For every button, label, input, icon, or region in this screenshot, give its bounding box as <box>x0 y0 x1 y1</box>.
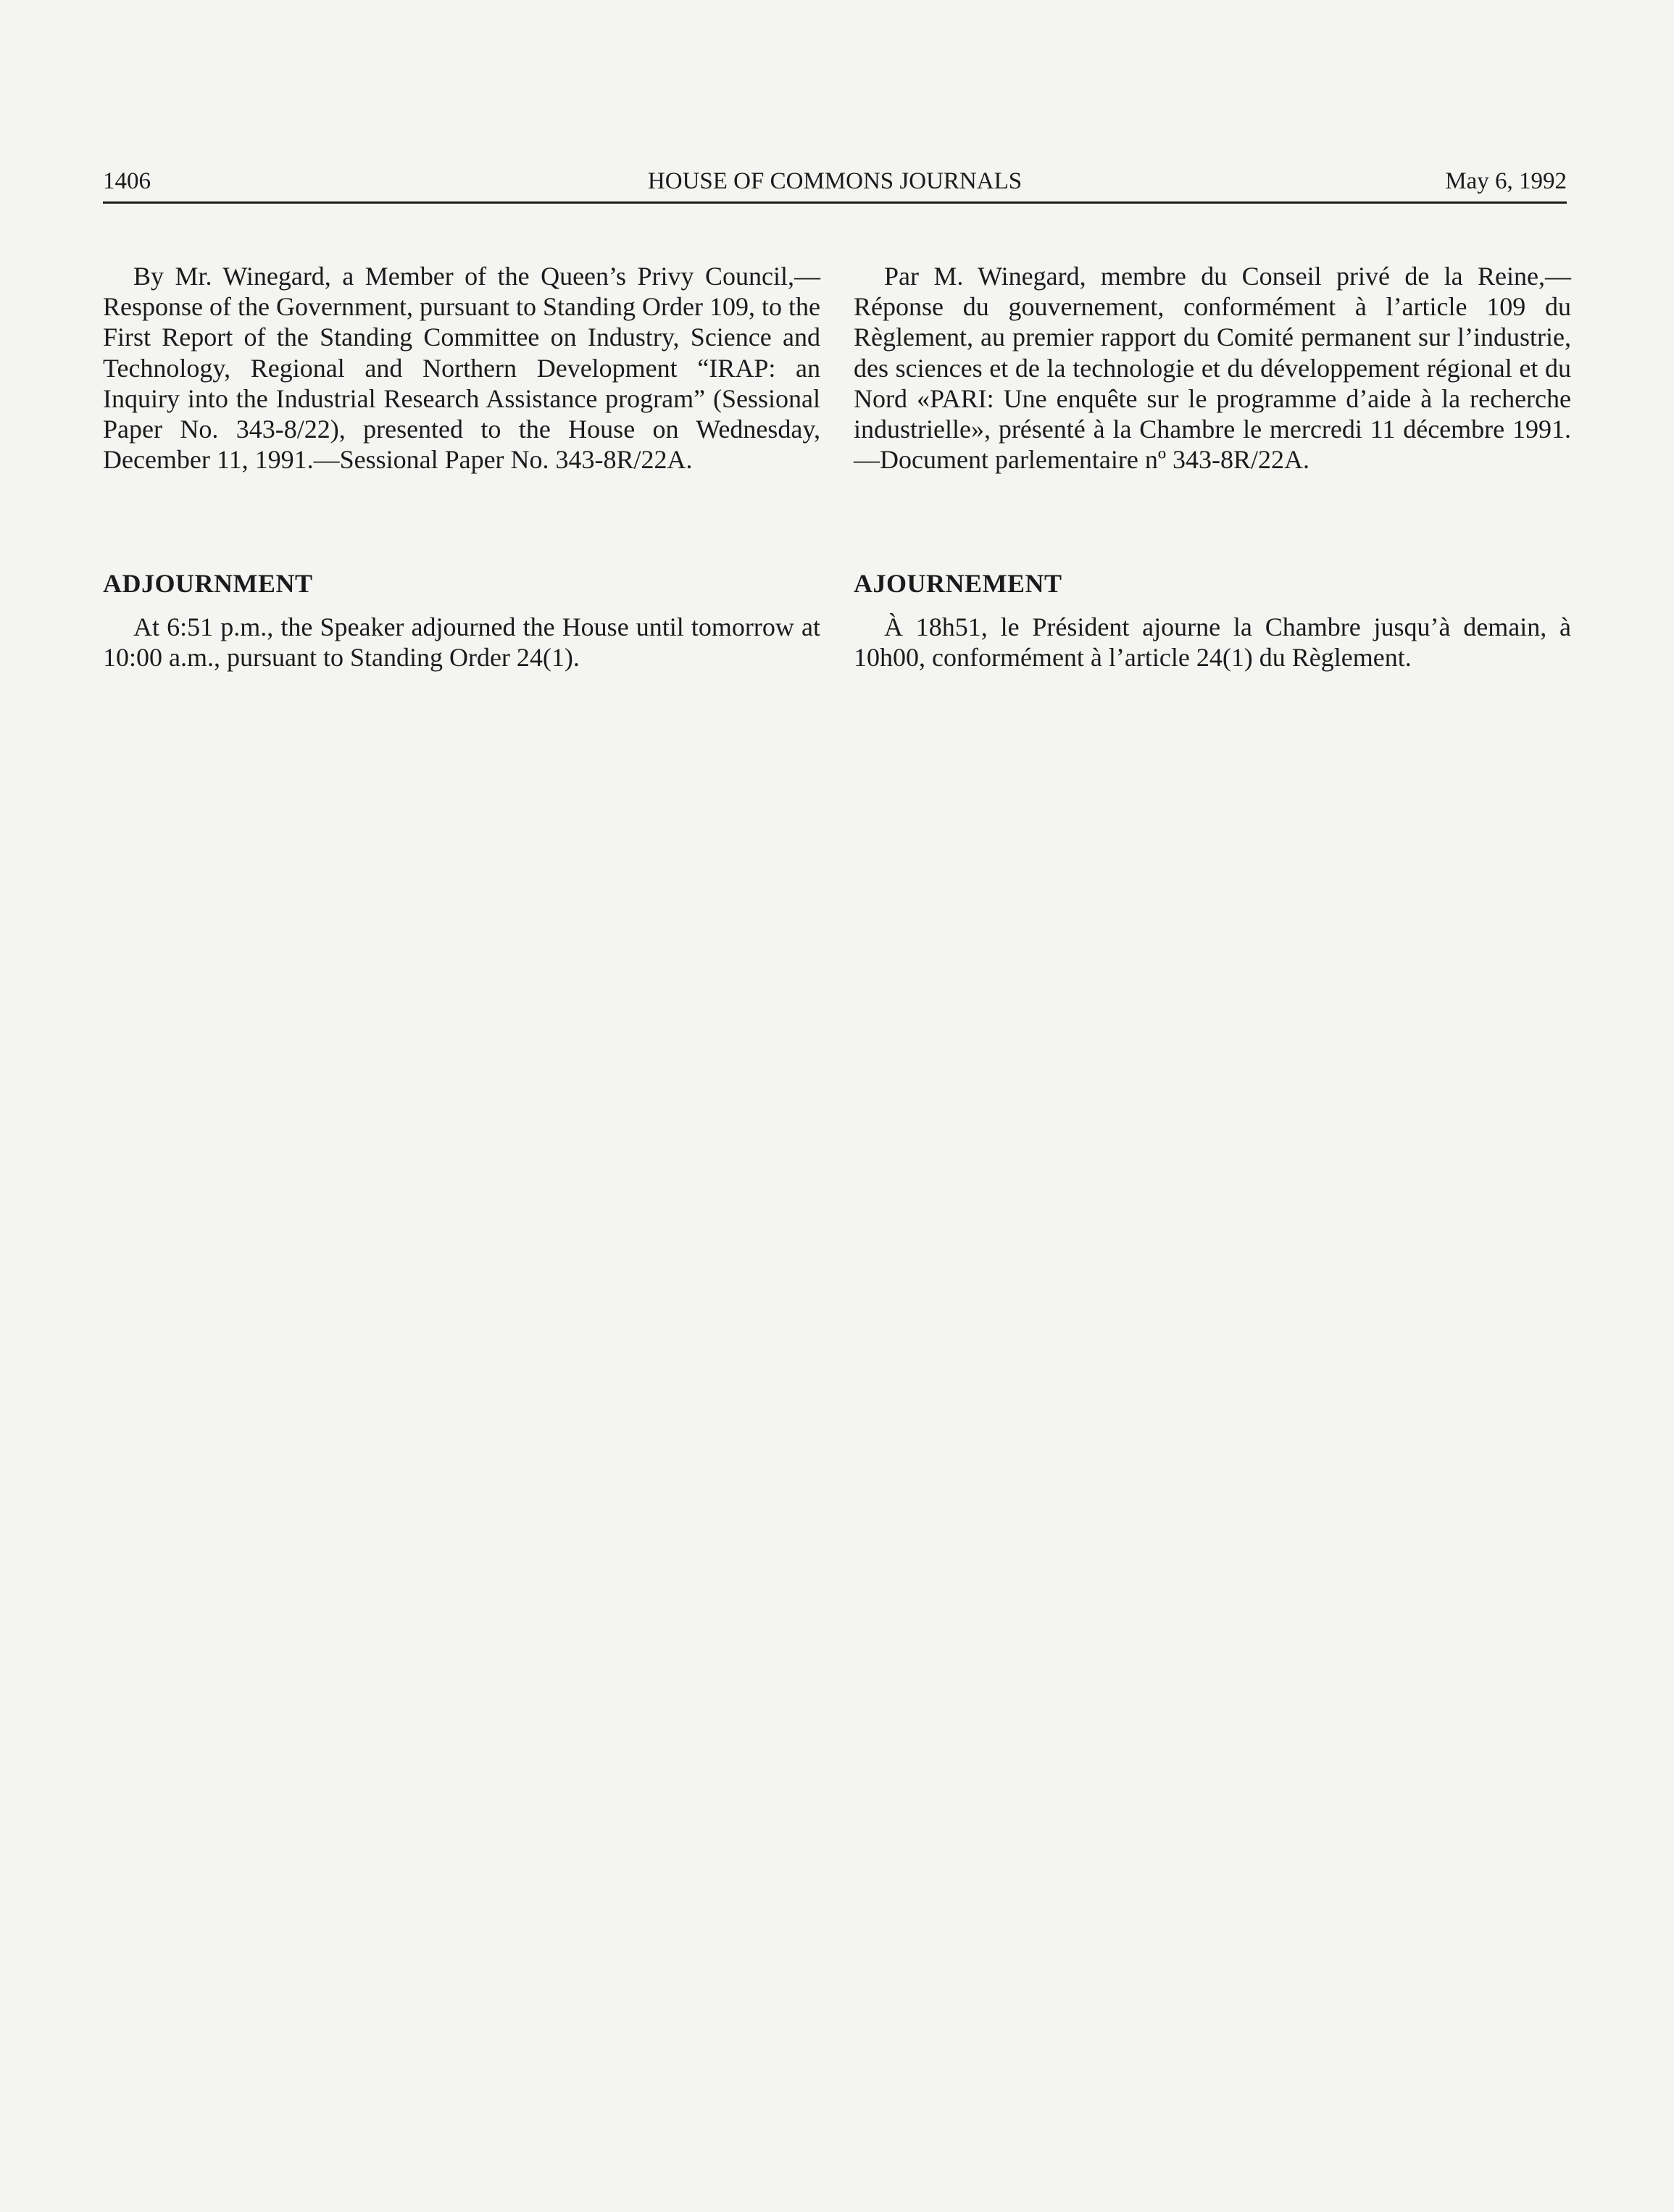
adjournment-paragraph-en: At 6:51 p.m., the Speaker adjourned the House until tomorrow at 10:00 a.m., pursuant to Standing Order 24(1). <box>103 612 820 673</box>
french-column <box>854 261 1571 673</box>
header-date: May 6, 1992 <box>1445 168 1567 194</box>
response-paragraph-en: By Mr. Winegard, a Member of the Queen’s Privy Council,—Response of the Government, pursuant to Standing Order 109, to the First Report of the Standing Committee on Industry, Science and Technology, Regional and Northern Development “IRAP: an Inquiry into the Industrial Research Assistance program” (Sessional Paper No. 343-8/22), presented to the House on Wednesday, December 11, 1991.—Sessional Paper No. 343-8R/22A. <box>103 262 820 475</box>
adjournment-heading-en: ADJOURNMENT <box>103 569 313 598</box>
header-rule <box>103 201 1567 204</box>
page-number: 1406 <box>103 168 151 194</box>
running-head <box>103 167 1567 201</box>
adjournment-paragraph-fr: À 18h51, le Président ajourne la Chambre jusqu’à demain, à 10h00, conformément à l’article 24(1) du Règlement. <box>854 612 1571 673</box>
adjournment-heading-fr: AJOURNEMENT <box>854 569 1062 598</box>
response-paragraph-fr: Par M. Winegard, membre du Conseil privé de la Reine,—Réponse du gouvernement, conformément à l’article 109 du Règlement, au premier rapport du Comité permanent sur l’industrie, des sciences et de la technologie et du développement régional et du Nord «PARI: Une enquête sur le programme d’aide à la recherche industrielle», présenté à la Chambre le mercredi 11 décembre 1991.—Document parlementaire nº 343-8R/22A. <box>854 262 1571 475</box>
journal-title: HOUSE OF COMMONS JOURNALS <box>647 168 1023 194</box>
english-column <box>103 261 820 673</box>
